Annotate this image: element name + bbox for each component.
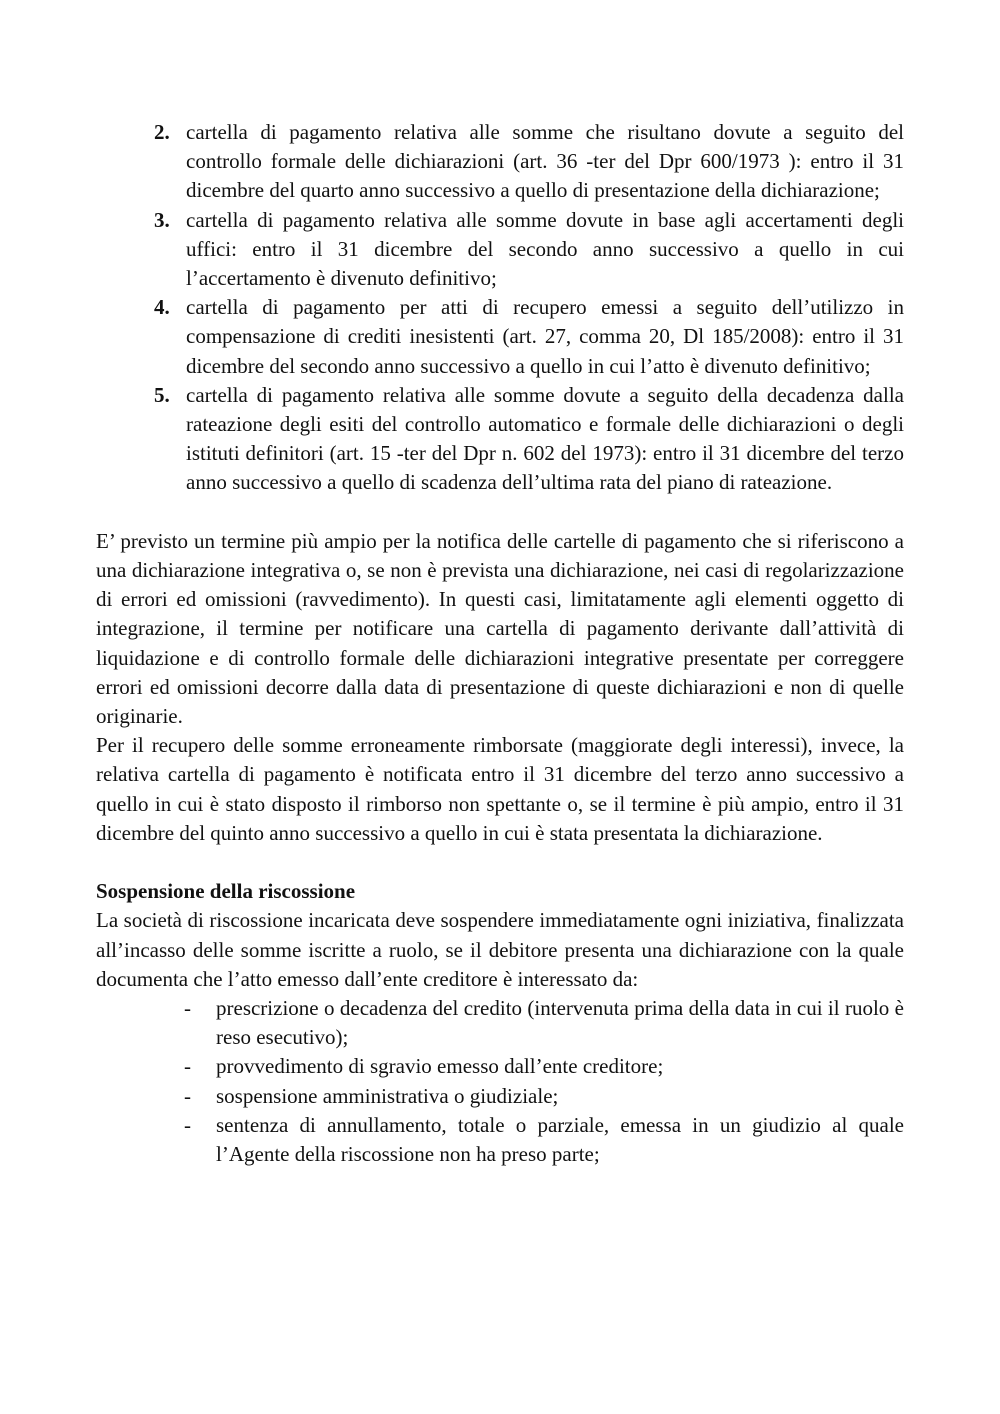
dash-bullet: - [184, 1112, 191, 1137]
list-item [96, 1052, 904, 1081]
list-item-text: sospensione amministrativa o giudiziale; [216, 1083, 559, 1108]
list-item [96, 118, 904, 206]
section-intro-paragraph: La società di riscossione incaricata deve sospendere immediatamente ogni iniziativa, finalizzata all’incasso delle somme iscritte a ruolo, se il debitore presenta una dichiarazione con la quale documenta che l’atto emesso dall’ente creditore è interessato da: [96, 908, 904, 991]
list-item-text: cartella di pagamento per atti di recupero emessi a seguito dell’utilizzo in compensazione di crediti inesistenti (art. 27, comma 20, Dl 185/2008): entro il 31 dicembre del secondo anno successivo a quello in cui l’atto è divenuto definitivo; [186, 295, 904, 378]
list-item [96, 1082, 904, 1111]
list-item [96, 381, 904, 498]
blank-line [96, 498, 904, 527]
list-item-text: cartella di pagamento relativa alle somme dovute a seguito della decadenza dalla rateazione degli esiti del controllo automatico e formale delle dichiarazioni o degli istituti definitori (art. 15 -ter del Dpr n. 602 del 1973): entro il 31 dicembre del terzo anno successivo a quello di scadenza dell’ultima rata del piano di rateazione. [186, 382, 904, 495]
list-item-number: 2. [154, 120, 170, 144]
section-heading: Sospensione della riscossione [96, 879, 356, 904]
dash-bullet: - [184, 1054, 191, 1079]
numbered-list [96, 118, 904, 498]
paragraph-integrative-declaration: E’ previsto un termine più ampio per la notifica delle cartelle di pagamento che si riferiscono a una dichiarazione integrativa o, se non è prevista una dichiarazione, nei casi di regolarizzazione di errori ed omissioni (ravvedimento). In questi casi, limitatamente agli elementi oggetto di integrazione, il termine per notificare una cartella di pagamento derivante dall’attività di liquidazione e di controllo formale delle dichiarazioni integrative presentate per correggere errori ed omissioni decorre dalla data di presentazione di queste dichiarazioni e non di quelle originarie. [96, 528, 904, 729]
list-item-text: cartella di pagamento relativa alle somme che risultano dovute a seguito del controllo formale delle dichiarazioni (art. 36 -ter del Dpr 600/1973 ): entro il 31 dicembre del quarto anno successivo a quello di presentazione della dichiarazione; [186, 120, 904, 203]
list-item-number: 5. [154, 382, 170, 407]
list-item [96, 293, 904, 381]
list-item-text: cartella di pagamento relativa alle somme dovute in base agli accertamenti degli uffici: entro il 31 dicembre del secondo anno successivo a quello in cui l’accertamento è divenuto definitivo; [186, 207, 904, 291]
list-item [96, 994, 904, 1052]
paragraph-refund-recovery: Per il recupero delle somme erroneamente rimborsate (maggiorate degli interessi), invece, la relativa cartella di pagamento è notificata entro il 31 dicembre del terzo anno successivo a quello in cui è stato disposto il rimborso non spettante o, se il termine è più ampio, entro il 31 dicembre del quinto anno successivo a quello in cui è stata presentata la dichiarazione. [96, 733, 904, 845]
list-item [96, 206, 904, 294]
list-item-number: 3. [154, 207, 170, 232]
dash-bullet: - [184, 1083, 191, 1108]
list-item-text: sentenza di annullamento, totale o parziale, emessa in un giudizio al quale l’Agente della riscossione non ha preso parte; [216, 1112, 904, 1167]
document-page [96, 118, 904, 1169]
list-item [96, 1111, 904, 1169]
dash-list [96, 994, 904, 1169]
list-item-number: 4. [154, 295, 170, 320]
dash-bullet: - [184, 996, 191, 1021]
list-item-text: provvedimento di sgravio emesso dall’ente creditore; [216, 1054, 664, 1079]
list-item-text: prescrizione o decadenza del credito (intervenuta prima della data in cui il ruolo è reso esecutivo); [216, 996, 904, 1050]
blank-line [96, 848, 904, 877]
